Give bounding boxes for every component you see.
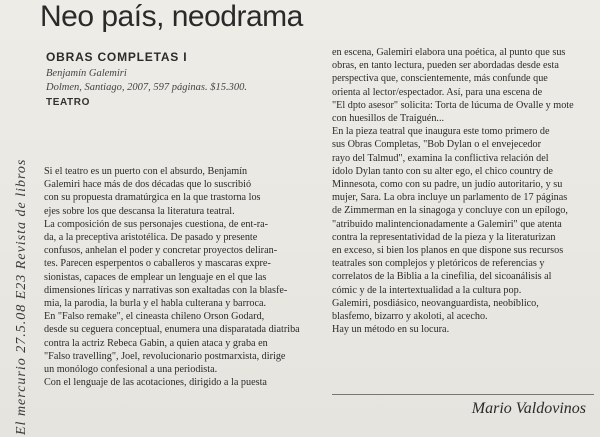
text-line: Si el teatro es un puerto con el absurdo, Benjamín [44, 166, 248, 177]
book-publisher: Dolmen, Santiago, 2007, 597 páginas. $15.300. [46, 82, 247, 93]
text-line: Con el lenguaje de las acotaciones, dirigido a la puesta [44, 377, 267, 389]
text-line: ídolo Dylan tanto con su alter ego, el chico country de [332, 165, 553, 177]
text-line: con huesillos de Traiguén... [332, 113, 445, 125]
text-line: mujer, Sara. La obra incluye un parlamento de 17 páginas [332, 192, 568, 204]
text-line: Minnesota, como con su padre, un judío autoritario, y su [332, 179, 563, 191]
text-line: de Zimmerman en la sinagoga y concluye con un epílogo, [332, 205, 568, 217]
text-line: da, a la preceptiva aristotélica. De pasado y presente [44, 232, 258, 244]
text-line: tes. Parecen esperpentos o caballeros y mascaras expre- [44, 258, 271, 270]
book-title: OBRAS COMPLETAS I [46, 50, 188, 64]
margin-note-text: El mercurio 27.5.08 E23 Revista de libros [14, 158, 29, 435]
text-line: perspectiva que, conscientemente, más confunde que [332, 73, 548, 85]
book-section: TEATRO [46, 97, 90, 108]
text-line: "atribuido malintencionadamente a Galemiri" que atenta [332, 218, 562, 230]
text-line: cómic y de la intertextualidad a la cultura pop. [332, 284, 522, 296]
text-line: teatrales son complejos y pletóricos de referencias y [332, 258, 545, 270]
text-line: En "Falso remake", el cineasta chileno Orson Godard, [44, 311, 265, 323]
article-headline: Neo país, neodrama [40, 0, 303, 33]
text-line: sus Obras Completas, "Bob Dylan o el envejecedor [332, 139, 541, 151]
text-line: con su propuesta dramatúrgica en la que trastorna los [44, 192, 261, 204]
text-line: Galemiri, posdiásico, neovanguardista, neobíblico, [332, 297, 539, 309]
text-line: dimensiones líricas y narrativas son exaltadas con la blasfe- [44, 284, 288, 296]
text-line: correlatos de la Biblia a la cinefilia, del sicoanálisis al [332, 271, 552, 283]
text-line: en exceso, si bien los planos en que dispone sus recursos [332, 245, 564, 257]
text-line: contra la representatividad de la pieza y la literaturizan [332, 231, 556, 243]
text-line: mia, la parodia, la burla y el habla culterana y barroca. [44, 298, 267, 310]
text-line: Galemiri hace más de dos décadas que lo suscribió [44, 179, 252, 191]
text-line: La composición de sus personajes cuestiona, de ent-ra- [44, 218, 269, 230]
text-line: un monólogo confesional a una periodista. [44, 364, 218, 376]
text-line: desde su ceguera conceptual, enumera una disparatada diatriba [44, 324, 300, 336]
margin-handwritten-note [2, 40, 30, 435]
text-line: ejes sobre los que descansa la literatura teatral. [44, 205, 235, 217]
byline-divider [332, 394, 594, 395]
text-line: "El dpto asesor" solicita: Torta de lúcuma de Ovalle y mote [332, 99, 574, 111]
article-byline: Mario Valdovinos [471, 400, 586, 417]
article-column-right [332, 46, 594, 336]
text-line: orienta al lector/espectador. Así, para una escena de [332, 86, 543, 98]
text-line: obras, en tanto lectura, pueden ser abordadas desde esta [332, 60, 559, 72]
article-column-left [44, 165, 312, 389]
text-line: contra la actriz Rebeca Gabin, a quien ataca y graba en [44, 337, 268, 349]
text-line: rayo del Talmud", examina la conflictiva relación del [332, 152, 549, 164]
text-line: confusos, anhelan el poder y concretar proyectos deliran- [44, 245, 278, 257]
text-line: Hay un método en su locura. [332, 324, 450, 336]
text-line: "Falso travelling", Joel, revolucionario postmarxista, dirige [44, 350, 286, 362]
text-line: sionistas, capaces de emplear un lenguaje en el que las [44, 271, 267, 283]
text-line: blasfemo, bizarro y akoloti, al acecho. [332, 311, 488, 323]
text-line: En la pieza teatral que inaugura este tomo primero de [332, 126, 550, 138]
book-author: Benjamín Galemiri [46, 68, 127, 79]
text-line: en escena, Galemiri elabora una poética, al punto que sus [332, 47, 566, 58]
